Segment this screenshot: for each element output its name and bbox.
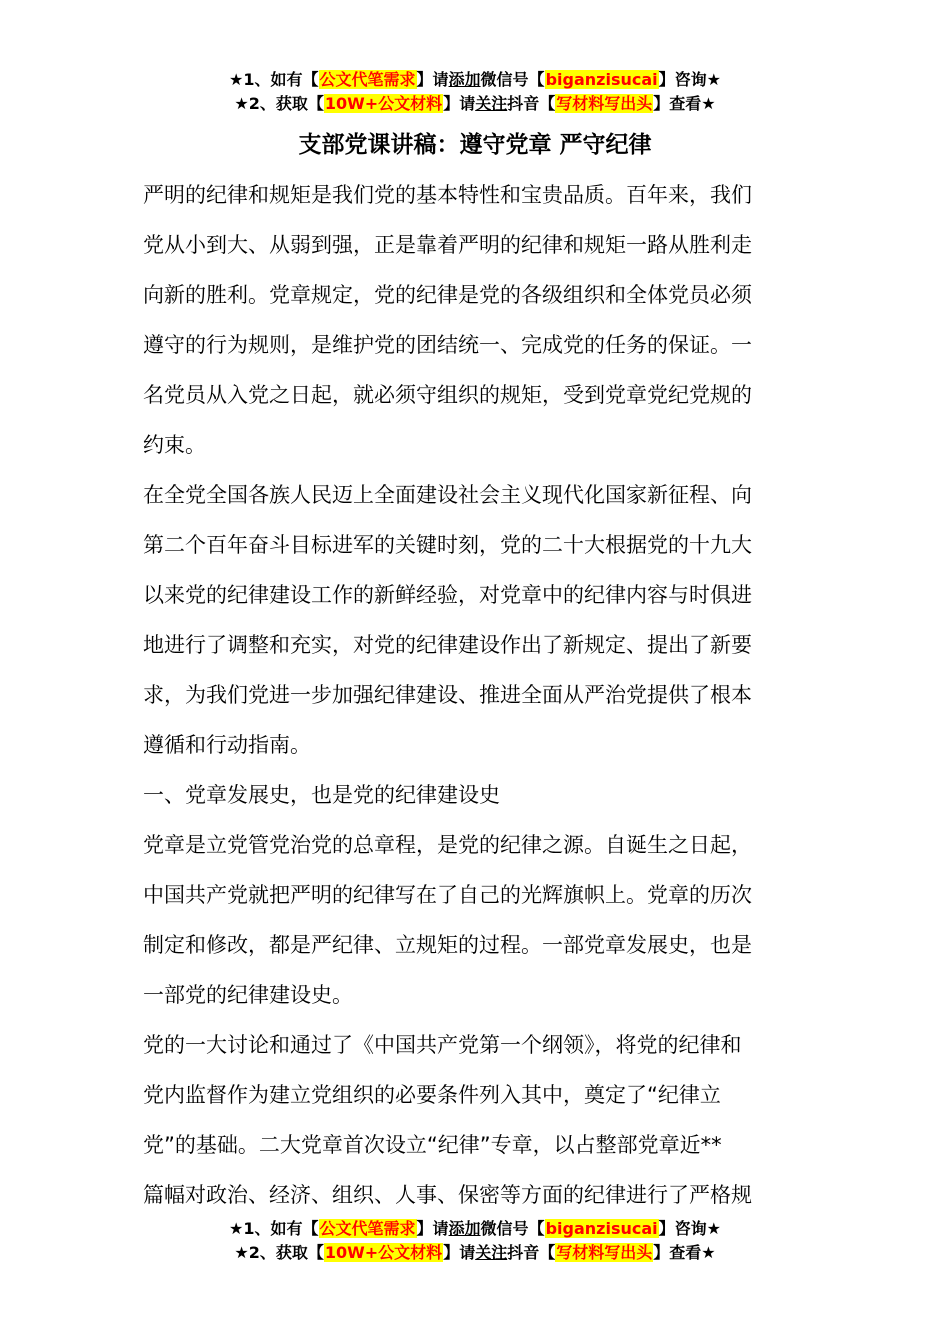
promo-highlight: biganzisucai <box>545 70 658 89</box>
text-line: 遵守的行为规则，是维护党的团结统一、完成党的任务的保证。一 <box>143 333 752 357</box>
promo-underlined: 关注 <box>475 94 508 113</box>
promo-highlight: 公文代笔需求 <box>319 70 416 89</box>
document-body <box>143 170 813 1220</box>
paragraph <box>143 470 813 770</box>
promo-text: 】请 <box>416 70 449 89</box>
promo-text: 2、获取【 <box>248 1243 324 1262</box>
text-line: 名党员从入党之日起，就必须守组织的规矩，受到党章党纪党规的 <box>143 383 752 407</box>
promo-text: 2、获取【 <box>248 94 324 113</box>
text-line: 向新的胜利。党章规定，党的纪律是党的各级组织和全体党员必须 <box>143 283 752 307</box>
text-line: 在全党全国各族人民迈上全面建设社会主义现代化国家新征程、向 <box>143 483 752 507</box>
promo-text: 】请 <box>443 94 476 113</box>
promo-text: 】查看★ <box>653 1243 716 1262</box>
text-line: 篇幅对政治、经济、组织、人事、保密等方面的纪律进行了严格规 <box>143 1183 752 1207</box>
text-line: 党内监督作为建立党组织的必要条件列入其中，奠定了“纪律立 <box>143 1083 721 1107</box>
promo-text: 微信号【 <box>480 70 545 89</box>
text-line: 党”的基础。二大党章首次设立“纪律”专章，以占整部党章近** <box>143 1133 722 1157</box>
section-heading <box>143 770 813 820</box>
star-icon: ★ <box>234 1243 249 1262</box>
star-icon: ★ <box>229 70 244 89</box>
paragraph <box>143 820 813 1020</box>
text-line: 一、党章发展史，也是党的纪律建设史 <box>143 783 500 807</box>
promo-text: 微信号【 <box>480 1219 545 1238</box>
promo-line-1-top <box>0 69 950 91</box>
text-line: 制定和修改，都是严纪律、立规矩的过程。一部党章发展史，也是 <box>143 933 752 957</box>
promo-highlight: 写材料写出头 <box>556 1243 653 1262</box>
document-title: 支部党课讲稿：遵守党章 严守纪律 <box>298 132 652 158</box>
text-line: 一部党的纪律建设史。 <box>143 983 353 1007</box>
text-line: 党章是立党管党治党的总章程，是党的纪律之源。自诞生之日起， <box>143 833 752 857</box>
paragraph <box>143 1020 813 1220</box>
star-icon: ★ <box>234 94 249 113</box>
text-line: 党的一大讨论和通过了《中国共产党第一个纲领》，将党的纪律和 <box>143 1033 742 1057</box>
text-line: 中国共产党就把严明的纪律写在了自己的光辉旗帜上。党章的历次 <box>143 883 752 907</box>
text-line: 第二个百年奋斗目标进军的关键时刻，党的二十大根据党的十九大 <box>143 533 752 557</box>
promo-highlight: 写材料写出头 <box>556 94 653 113</box>
promo-text: 】请 <box>416 1219 449 1238</box>
promo-line-1-bottom <box>0 1218 950 1240</box>
promo-highlight: 10W+公文材料 <box>324 1243 443 1262</box>
promo-line-2-top <box>0 93 950 115</box>
promo-text: 抖音【 <box>507 94 556 113</box>
promo-text: 抖音【 <box>507 1243 556 1262</box>
promo-line-2-bottom <box>0 1242 950 1264</box>
promo-underlined: 添加 <box>448 70 481 89</box>
promo-underlined: 添加 <box>448 1219 481 1238</box>
text-line: 求，为我们党进一步加强纪律建设、推进全面从严治党提供了根本 <box>143 683 752 707</box>
promo-highlight: biganzisucai <box>545 1219 658 1238</box>
promo-text: 】咨询★ <box>658 1219 721 1238</box>
paragraph <box>143 170 813 470</box>
text-line: 党从小到大、从弱到强，正是靠着严明的纪律和规矩一路从胜利走 <box>143 233 752 257</box>
promo-text: 】请 <box>443 1243 476 1262</box>
promo-underlined: 关注 <box>475 1243 508 1262</box>
text-line: 约束。 <box>143 433 206 457</box>
promo-text: 1、如有【 <box>243 1219 319 1238</box>
promo-text: 1、如有【 <box>243 70 319 89</box>
promo-highlight: 公文代笔需求 <box>319 1219 416 1238</box>
text-line: 以来党的纪律建设工作的新鲜经验，对党章中的纪律内容与时俱进 <box>143 583 752 607</box>
text-line: 地进行了调整和充实，对党的纪律建设作出了新规定、提出了新要 <box>143 633 752 657</box>
promo-text: 】查看★ <box>653 94 716 113</box>
text-line: 遵循和行动指南。 <box>143 733 311 757</box>
promo-highlight: 10W+公文材料 <box>324 94 443 113</box>
star-icon: ★ <box>229 1219 244 1238</box>
promo-text: 】咨询★ <box>658 70 721 89</box>
text-line: 严明的纪律和规矩是我们党的基本特性和宝贵品质。百年来，我们 <box>143 183 752 207</box>
